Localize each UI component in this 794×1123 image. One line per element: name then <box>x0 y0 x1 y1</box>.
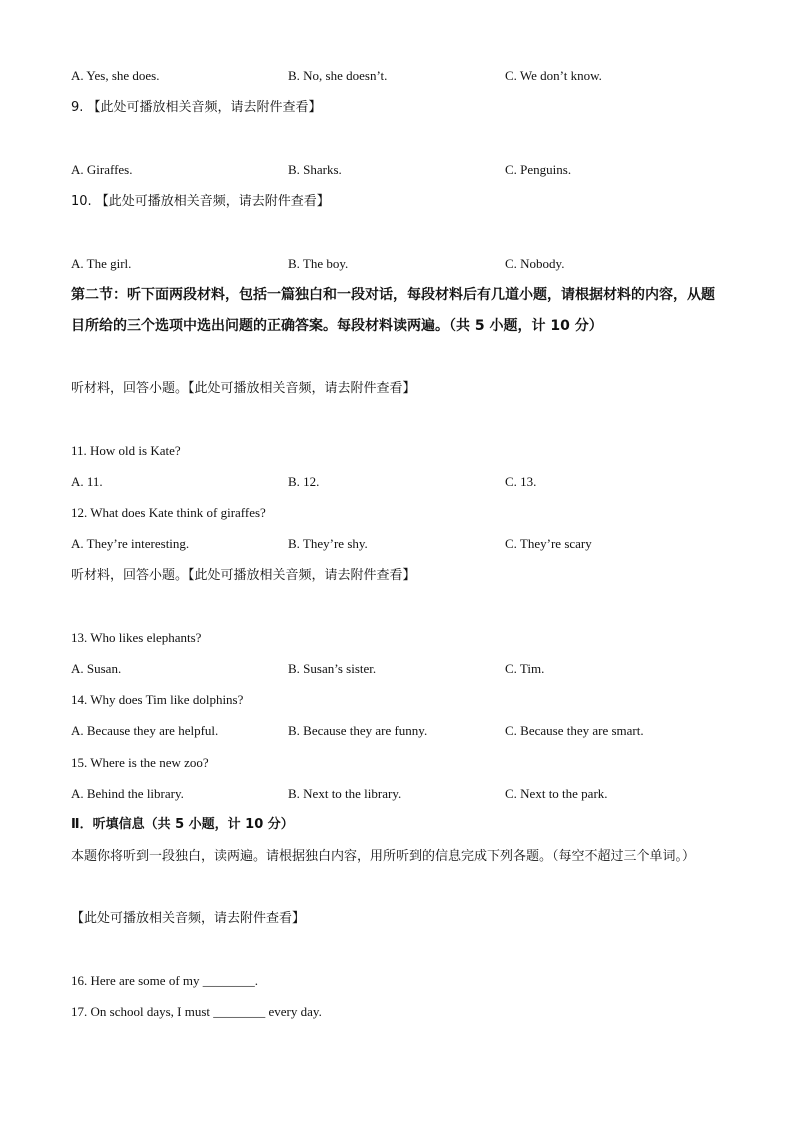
option-b[interactable]: B. No, she doesn’t. <box>288 68 388 83</box>
part2-audio-prompt: 【此处可播放相关音频，请去附件查看】 <box>71 911 306 926</box>
q15-options <box>71 785 723 803</box>
q9-options <box>71 161 723 179</box>
option-b[interactable]: B. Susan’s sister. <box>288 661 377 676</box>
option-c[interactable]: C. Next to the park. <box>505 786 608 801</box>
option-a[interactable]: A. The girl. <box>71 256 132 271</box>
option-b[interactable]: B. Sharks. <box>288 162 342 177</box>
option-b[interactable]: B. Because they are funny. <box>288 723 428 738</box>
option-b[interactable]: B. 12. <box>288 474 320 489</box>
q13-question: 13. Who likes elephants? <box>71 630 202 645</box>
option-c[interactable]: C. Because they are smart. <box>505 723 644 738</box>
part2-heading: Ⅱ．听填信息（共 5 小题，计 10 分） <box>71 817 294 832</box>
q8-options <box>71 67 723 85</box>
q10-prompt: 10. 【此处可播放相关音频，请去附件查看】 <box>71 194 330 209</box>
q17-question: 17. On school days, I must ________ every day. <box>71 1004 322 1019</box>
q15-question: 15. Where is the new zoo? <box>71 755 209 770</box>
q9-prompt: 9. 【此处可播放相关音频，请去附件查看】 <box>71 100 322 115</box>
option-b[interactable]: B. They’re shy. <box>288 536 368 551</box>
material1-prompt: 听材料，回答小题。【此处可播放相关音频，请去附件查看】 <box>71 381 416 396</box>
q16-question: 16. Here are some of my ________. <box>71 973 259 988</box>
option-a[interactable]: A. Because they are helpful. <box>71 723 219 738</box>
option-a[interactable]: A. Susan. <box>71 661 122 676</box>
part2-instructions: 本题你将听到一段独白，读两遍。请根据独白内容，用所听到的信息完成下列各题。（每空不超过三个单词。） <box>71 849 696 864</box>
option-a[interactable]: A. Behind the library. <box>71 786 184 801</box>
q14-question: 14. Why does Tim like dolphins? <box>71 692 244 707</box>
q13-options <box>71 660 723 678</box>
option-c[interactable]: C. 13. <box>505 474 537 489</box>
option-c[interactable]: C. Nobody. <box>505 256 565 271</box>
material2-prompt: 听材料，回答小题。【此处可播放相关音频，请去附件查看】 <box>71 568 416 583</box>
option-b[interactable]: B. Next to the library. <box>288 786 402 801</box>
q11-question: 11. How old is Kate? <box>71 443 181 458</box>
q11-options <box>71 473 723 491</box>
option-a[interactable]: A. Yes, she does. <box>71 68 160 83</box>
option-c[interactable]: C. Tim. <box>505 661 545 676</box>
option-b[interactable]: B. The boy. <box>288 256 349 271</box>
q12-question: 12. What does Kate think of giraffes? <box>71 505 266 520</box>
section2-heading: 第二节：听下面两段材料，包括一篇独白和一段对话，每段材料后有几道小题，请根据材料的内容，从题目所给的三个选项中选出问题的正确答案。每段材料读两遍。（共 5 小题，计 10 分） <box>71 287 715 334</box>
q10-options <box>71 255 723 273</box>
option-a[interactable]: A. 11. <box>71 474 103 489</box>
q12-options <box>71 535 723 553</box>
option-a[interactable]: A. They’re interesting. <box>71 536 190 551</box>
option-c[interactable]: C. They’re scary <box>505 536 592 551</box>
option-c[interactable]: C. We don’t know. <box>505 68 602 83</box>
option-a[interactable]: A. Giraffes. <box>71 162 133 177</box>
q14-options <box>71 722 723 740</box>
option-c[interactable]: C. Penguins. <box>505 162 572 177</box>
